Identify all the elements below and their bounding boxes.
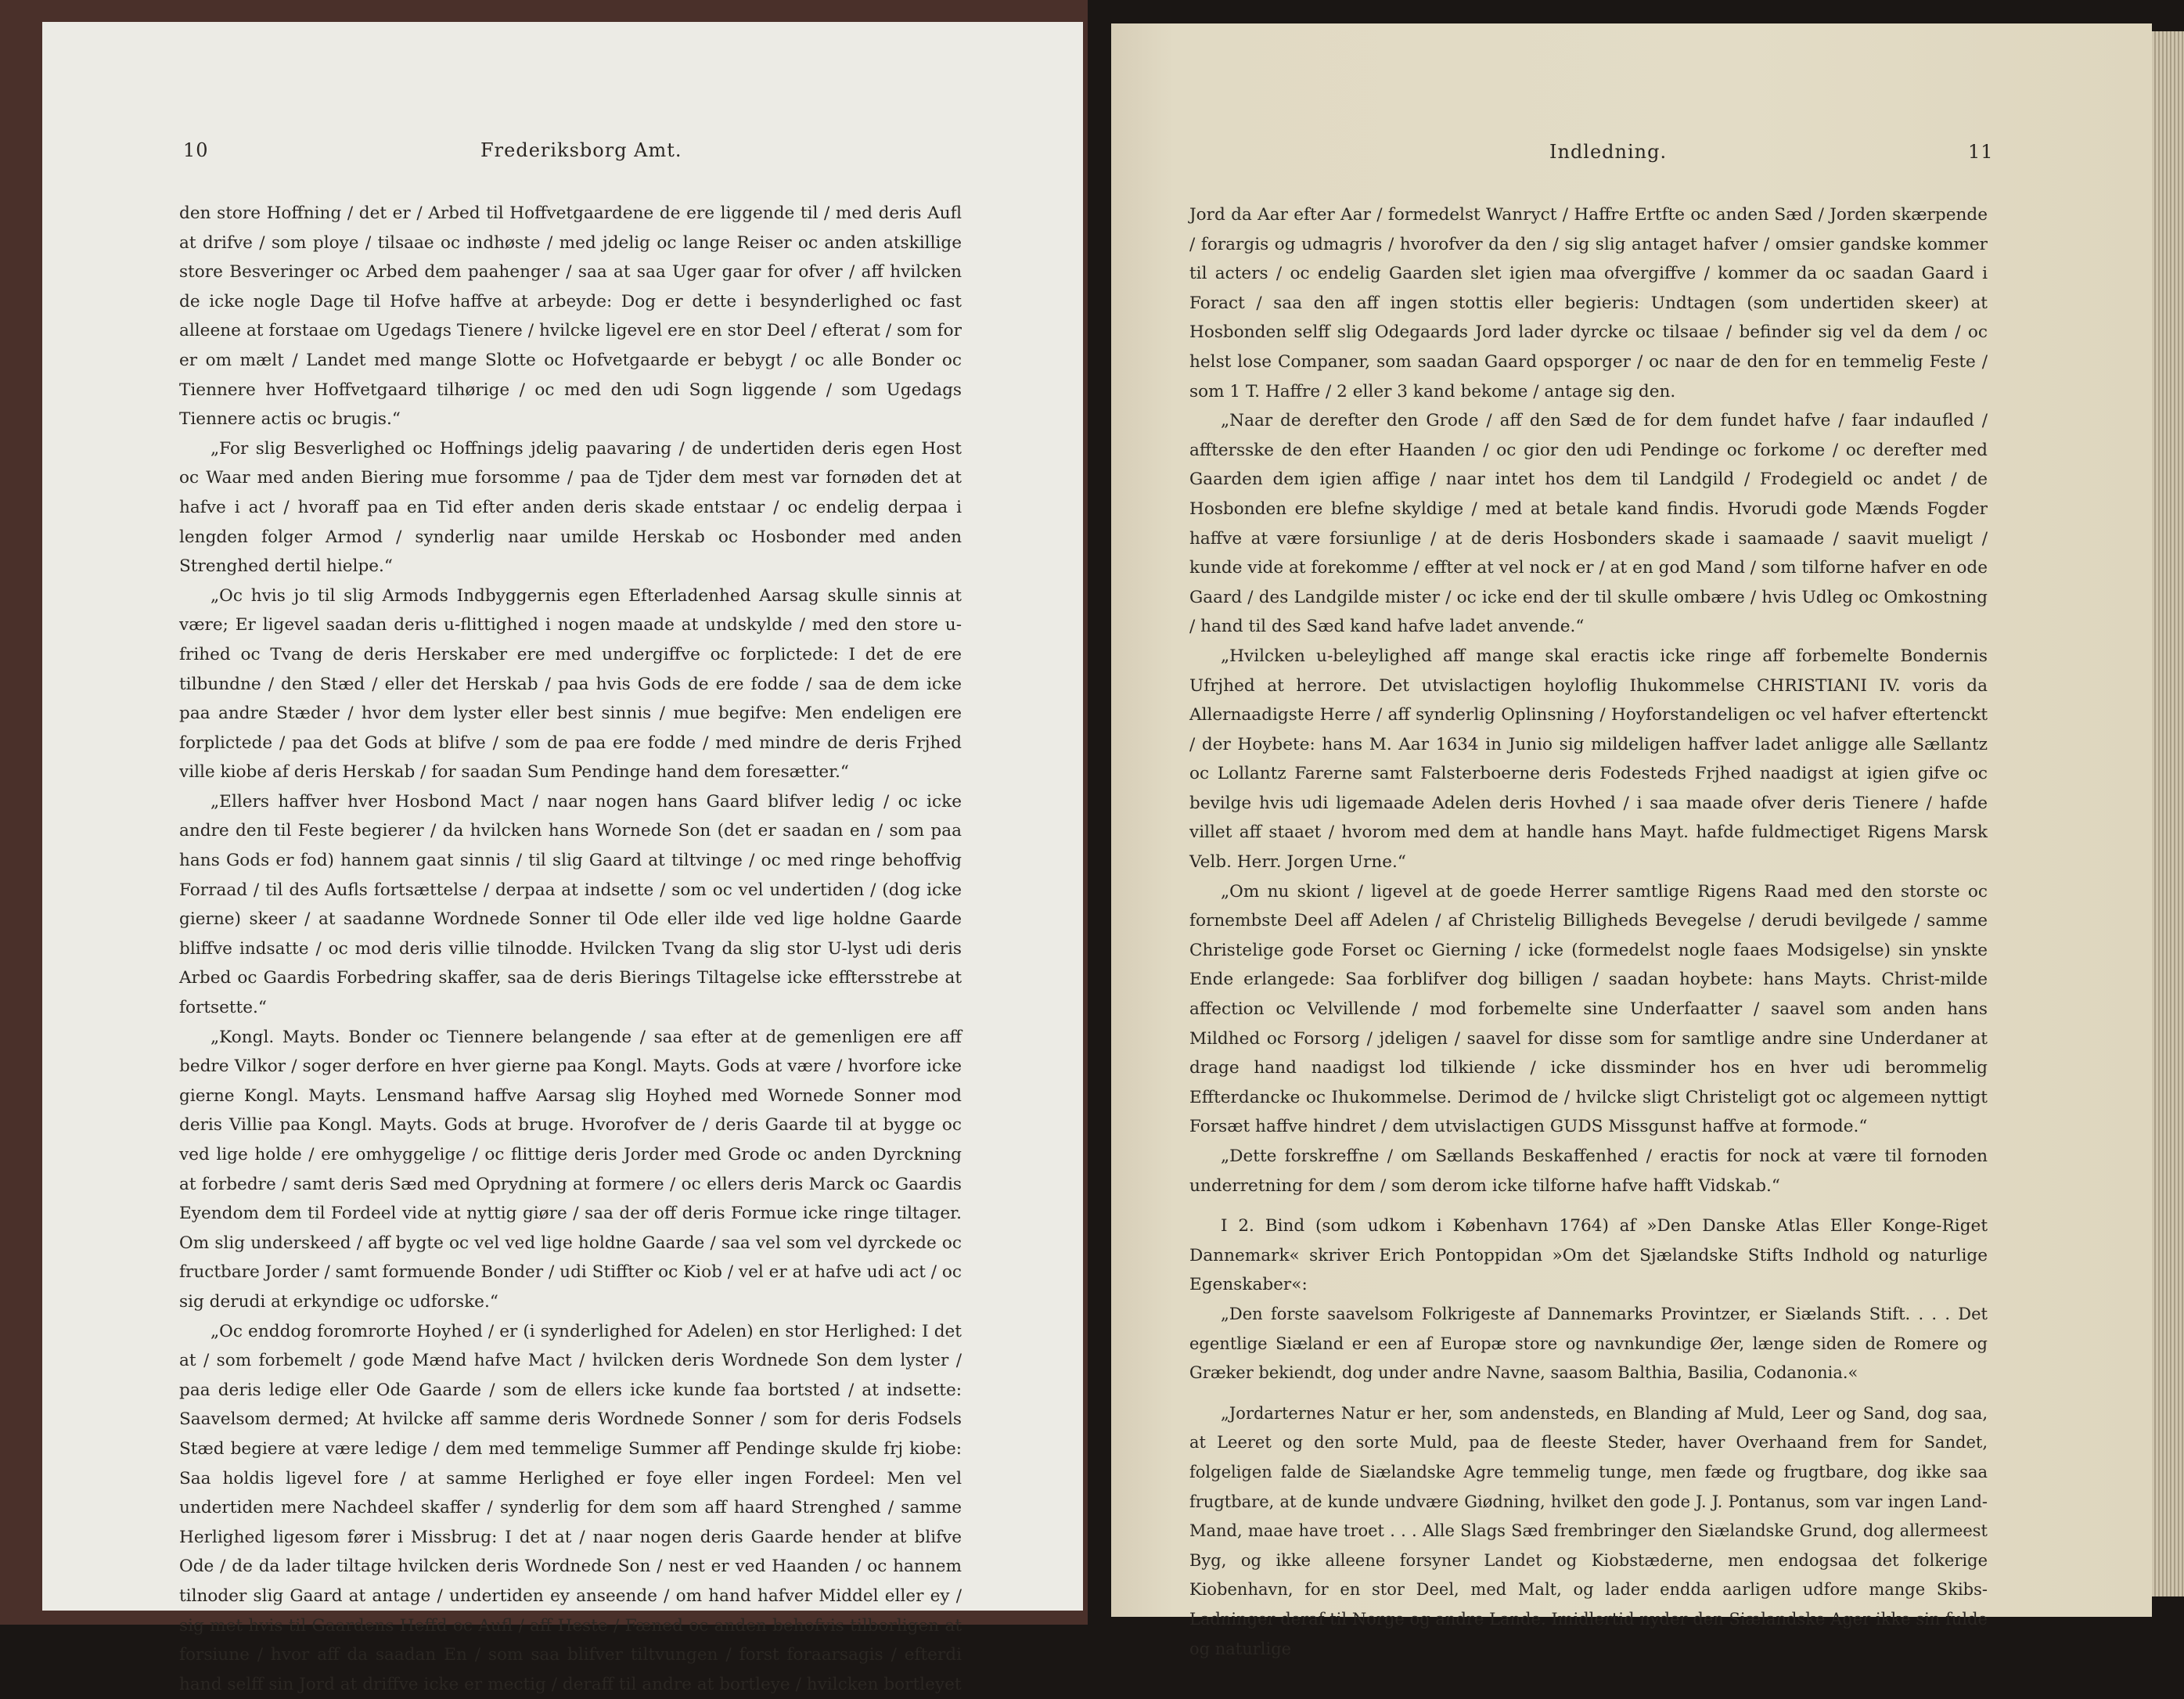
left-paragraph-4: „Ellers haffver hver Hosbond Mact / naar nogen hans Gaard blifver ledig / oc icke andre den til Feste begierer / da hvilcken hans Wornede Son (det er saadan en / som paa hans Gods er fod) hannem gaat sinnis / til slig Gaard at tiltvinge / oc med ringe behoffvig Forraad / til des Aufls fortsættelse / derpaa at indsette / som oc vel undertiden / (dog icke gierne) skeer / at saadanne Wordnede Sonner til Ode eller ilde ved lige holdne Gaarde bliffve indsatte / oc mod deris villie tilnodde. Hvilcken Tvang da slig stor U-lyst udi deris Arbed oc Gaardis Forbedring skaffer, saa de deris Bierings Tiltagelse icke efftersstrebe at fortsette.“ bbox=[179, 791, 962, 1018]
right-running-title: Indledning. bbox=[1549, 141, 1668, 163]
left-paragraph-3: „Oc hvis jo til slig Armods Indbyggernis egen Efterladenhed Aarsag skulle sinnis at være; Er ligevel saadan deris u-flittighed i nogen maade at undskylde / med den store u-frihed oc Tvang de deris Herskaber ere med undergiffve oc forplictede: I det de ere tilbundne / den Stæd / eller det Herskab / paa hvis Gods de ere fodde / saa de dem icke paa andre Stæder / hvor dem lyster eller best sinnis / mue begifve: Men endeligen ere forplictede / paa det Gods at blifve / som de paa ere fodde / med mindre de deris Frjhed ville kiobe af deris Herskab / for saadan Sum Pendinge hand dem foresætter.“ bbox=[179, 585, 962, 783]
right-paragraph-3: „Hvilcken u-beleylighed aff mange skal eractis icke ringe aff forbemelte Bondernis Ufrjhed at herrore. Det utvislactigen hoyloflig Ihukommelse CHRISTIANI IV. voris da Allernaadigste Herre / aff synderlig Oplinsning / Hoyforstandeligen oc vel hafver eftertenckt / der Hoybete: hans M. Aar 1634 in Junio sig mildeligen haffver ladet anligge alle Sællantz oc Lollantz Farerne samt Falsterboerne deris Fodesteds Frjhed naadigst at igien gifve oc bevilge hvis udi ligemaade Adelen deris Hovhed / i saa maade ofver deris Tienere / hafde villet aff staaet / hvorom med dem at handle hans Mayt. hafde fuldmectiget Rigens Marsk Velb. Herr. Jorgen Urne.“ bbox=[1189, 646, 1988, 873]
right-paragraph-8: „Jordarternes Natur er her, som andensteds, en Blanding af Muld, Leer og Sand, dog saa, at Leeret og den sorte Muld, paa de fleeste Steder, haver Overhaand frem for Sandet, folgeligen falde de Siælandske Agre temmelig tunge, men fæde og frugtbare, dog ikke saa frugtbare, at de kunde undvære Giødning, hvilket den gode J. J. Pontanus, som var ingen Land-Mand, maae have troet . . . Alle Slags Sæd frembringer den Siælandske Grund, dog allermeest Byg, og ikke alleene forsyner Landet og Kiobstæderne, men endogsaa det folkerige Kiobenhavn, for en stor Deel, med Malt, og lader endda aarligen udfore mange Skibs-Ladninger deraf til Norge og andre Lande. Imidlertid nyder den Siælandske Ager ikke sin fulde og naturlige bbox=[1189, 1403, 1988, 1658]
left-page-number: 10 bbox=[183, 139, 209, 161]
left-body-text bbox=[179, 199, 962, 1699]
right-running-head bbox=[1111, 141, 2152, 180]
right-paragraph-6: I 2. Bind (som udkom i København 1764) af »Den Danske Atlas Eller Konge-Riget Dannemark« skriver Erich Pontoppidan »Om det Sjælandske Stifts Indhold og naturlige Egenskaber«: bbox=[1189, 1216, 1988, 1295]
left-paragraph-2: „For slig Besverlighed oc Hoffnings jdelig paavaring / de undertiden deris egen Host oc Waar med anden Biering mue forsomme / paa de Tjder dem mest var fornøden det at hafve i act / hvoraff paa en Tid efter anden deris skade entstaar / oc endelig derpaa i lengden folger Armod / synderlig naar umilde Herskab oc Hosbonder med anden Strenghed dertil hielpe.“ bbox=[179, 438, 962, 577]
right-paragraph-7: „Den forste saavelsom Folkrigeste af Dannemarks Provintzer, er Siælands Stift. . . . Det egentlige Siæland er een af Europæ store og navnkundige Øer, længe siden de Romere og Græker bekiendt, dog under andre Navne, saasom Balthia, Basilia, Codanonia.« bbox=[1189, 1304, 1988, 1383]
left-paragraph-5: „Kongl. Mayts. Bonder oc Tiennere belangende / saa efter at de gemenligen ere aff bedre Vilkor / soger derfore en hver gierne paa Kongl. Mayts. Gods at være / hvorfore icke gierne Kongl. Mayts. Lensmand haffve Aarsag slig Hoyhed med Wornede Sonner mod deris Villie paa Kongl. Mayts. Gods at bruge. Hvorofver de / deris Gaarde til at bygge oc ved lige holde / ere omhyggelige / oc flittige deris Jorder med Grode oc anden Dyrckning at forbedre / samt deris Sæd med Oprydning at formere / oc ellers deris Marck oc Gaardis Eyendom dem til Fordeel vide at nyttig giøre / saa der off deris Formue icke ringe tiltager. Om slig underskeed / aff bygte oc vel ved lige holdne Gaarde / saa vel som vel dyrckede oc fructbare Jorder / samt formuende Bonder / udi Stiffter oc Kiob / vel er at hafve udi act / oc sig derudi at erkyndige oc udforske.“ bbox=[179, 1027, 962, 1312]
left-paragraph-1: den store Hoffning / det er / Arbed til Hoffvetgaardene de ere liggende til / med deris Aufl at drifve / som ploye / tilsaae oc indhøste / med jdelig oc lange Reiser oc anden atskillige store Besveringer oc Arbed dem paahenger / saa at saa Uger gaar for ofver / aff hvilcken de icke nogle Dage til Hofve haffve at arbeyde: Dog er dette i besynderlighed oc fast alleene at forstaae om Ugedags Tienere / hvilcke ligevel ere en stor Deel / efterat / som for er om mælt / Landet med mange Slotte oc Hofvetgaarde er bebygt / oc alle Bonder oc Tiennere hver Hoffvetgaard tilhørige / oc med den udi Sogn liggende / som Ugedags Tiennere actis oc brugis.“ bbox=[179, 203, 962, 430]
right-paragraph-4: „Om nu skiont / ligevel at de goede Herrer samtlige Rigens Raad med den storste oc fornembste Deel aff Adelen / af Christelig Billigheds Bevegelse / derudi bevilgede / samme Christelige gode Forset oc Gierning / icke (formedelst nogle faaes Modsigelse) sin ynskte Ende erlangede: Saa forblifver dog billigen / saadan hoybete: hans Mayts. Christ-milde affection oc Velvillende / mod forbemelte sine Underfaatter / saavel som anden hans Mildhed oc Forsorg / jdeligen / saavel for disse som for samtlige andre sine Underdaner at drage hand naadigst lod tilkiende / icke dissminder hos en hver udi berommelig Effterdancke oc Ihukommelse. Derimod de / hvilcke sligt Christeligt got oc algemeen nyttigt Forsæt haffve hindret / dem utvislactigen GUDS Missgunst haffve at formode.“ bbox=[1189, 881, 1988, 1137]
left-page bbox=[42, 22, 1083, 1694]
right-page bbox=[1111, 23, 2152, 1658]
right-paragraph-5: „Dette forskreffne / om Sællands Beskaffenhed / eractis for nock at være til fornoden underretning for dem / som derom icke tilforne hafve hafft Vidskab.“ bbox=[1189, 1146, 1988, 1196]
right-page-number: 11 bbox=[1968, 141, 1994, 163]
left-paragraph-6: „Oc enddog foromrorte Hoyhed / er (i synderlighed for Adelen) en stor Herlighed: I det at / som forbemelt / gode Mænd hafve Mact / hvilcken deris Wordnede Son dem lyster / paa deris ledige eller Ode Gaarde / som de ellers icke kunde faa bortsted / at indsette: Saavelsom dermed; At hvilcke aff samme deris Wordnede Sonner / som for deris Fodsels Stæd begiere at være ledige / dem med temmelige Summer aff Pendinge skulde frj kiobe: Saa holdis ligevel fore / at samme Herlighed er foye eller ingen Fordeel: Men vel undertiden mere Nachdeel skaffer / synderlig for dem som aff haard Strenghed / samme Herlighed ligesom fører i Missbrug: I det at / naar nogen deris Gaarde hender at blifve Ode / de da lader tiltage hvilcken deris Wordnede Son / nest er ved Haanden / oc hannem tilnoder slig Gaard at antage / undertiden ey anseende / om hand hafver Middel eller ey / sig met hvis til Gaardens Heffd oc Aufl / aff Heste / Fæned oc anden behofvis tilborligen at forsiune / hvor aff da saadan En / som saa blifver tiltvungen / forst foraarsagis / efterdi hand selff sin Jord at driffve icke er mectig / deraff til andre at bortleye / hvilcken bortleyet bbox=[179, 1321, 962, 1694]
right-body-text bbox=[1189, 200, 1988, 1664]
left-running-head bbox=[42, 139, 1083, 178]
page-block-edge bbox=[2152, 31, 2184, 1596]
right-paragraph-1: Jord da Aar efter Aar / formedelst Wanryct / Haffre Ertfte oc anden Sæd / Jorden skærpende / forargis og udmagris / hvorofver da den / sig slig antaget hafver / omsier gandske kommer til acters / oc endelig Gaarden slet igien maa ofvergiffve / kommer da oc saadan Gaard i Foract / saa den aff ingen stottis eller begieris: Undtagen (som undertiden skeer) at Hosbonden selff slig Odegaards Jord lader dyrcke oc tilsaae / befinder sig vel da dem / oc helst lose Companer, som saadan Gaard opsporger / oc naar de den for en temmelig Feste / som 1 T. Haffre / 2 eller 3 kand bekome / antage sig den. bbox=[1189, 205, 1988, 401]
left-running-title: Frederiksborg Amt. bbox=[480, 139, 682, 161]
right-paragraph-2: „Naar de derefter den Grode / aff den Sæd de for dem fundet hafve / faar indaufled / afftersske de den efter Haanden / oc gior den udi Pendinge oc forkome / oc derefter med Gaarden dem igien affige / naar intet hos dem til Landgild / Frodegield oc andet / de Hosbonden ere blefne skyldige / med at betale kand findis. Hvorudi gode Mænds Fogder haffve at være forsiunlige / at de deris Hosbonders skade i saamaade / saavit mueligt / kunde vide at forekomme / effter at vel nock er / at en god Mand / som tilforne hafver en ode Gaard / des Landgilde mister / oc icke end der til skulle ombære / hvis Udleg oc Omkostning / hand til des Sæd kand hafve ladet anvende.“ bbox=[1189, 411, 1988, 637]
